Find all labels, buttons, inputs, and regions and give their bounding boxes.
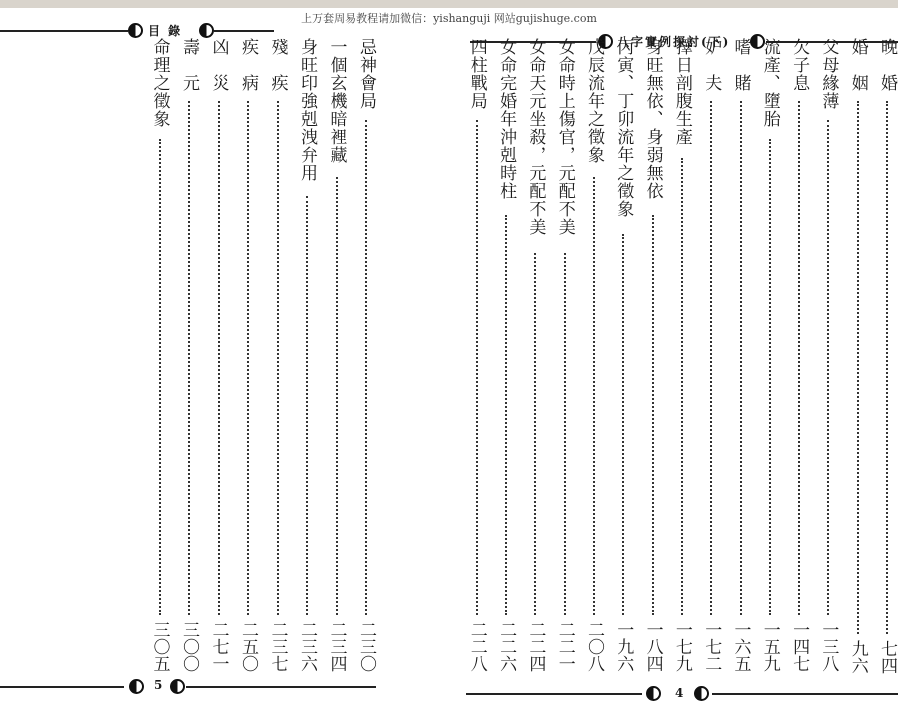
toc-entry-title: 四柱戰局 — [466, 38, 487, 110]
toc-entry-page: 二五〇 — [238, 621, 258, 672]
toc-entry-title: 流產、墮胎 — [759, 38, 780, 128]
toc-entry-title: 殘 疾 — [267, 38, 288, 92]
left-footer-rule-left — [0, 686, 124, 688]
leader-dots — [159, 139, 161, 615]
leader-dots — [336, 177, 338, 615]
left-header-rule-left — [0, 30, 128, 32]
leader-dots — [218, 101, 220, 615]
leader-dots — [564, 253, 566, 615]
toc-entry-title: 一個玄機暗裡藏 — [326, 38, 347, 164]
toc-entry — [147, 38, 173, 678]
toc-entry-title: 命理之徵象 — [149, 38, 170, 128]
yin-yang-icon — [128, 23, 143, 38]
leader-dots — [798, 101, 800, 615]
toc-entry-title: 嗜 賭 — [730, 38, 751, 92]
toc-entry-page: 九六 — [847, 640, 868, 674]
toc-entry-page: 三〇五 — [149, 621, 170, 672]
toc-entry-page: 二三〇 — [356, 621, 376, 672]
toc-entry-page: 一三八 — [818, 621, 839, 672]
toc-entry — [552, 38, 578, 678]
toc-entry-page: 七四 — [877, 640, 897, 674]
toc-entry — [845, 38, 871, 678]
toc-entry-page: 一四七 — [789, 621, 810, 672]
toc-entry — [640, 38, 666, 678]
leader-dots — [247, 101, 249, 615]
toc-entry-title: 凶 災 — [208, 38, 229, 92]
leader-dots — [365, 120, 367, 615]
leader-dots — [652, 215, 654, 615]
toc-entry-page: 二三六 — [297, 621, 317, 672]
leader-dots — [710, 101, 712, 615]
toc-entry-title: 丙寅、丁卯流年之徵象 — [613, 38, 634, 218]
toc-entry-title: 忌神會局 — [356, 38, 376, 110]
toc-entry — [324, 38, 350, 678]
left-header-rule-right — [214, 30, 274, 32]
toc-entry — [294, 38, 320, 678]
toc-entry — [610, 38, 636, 678]
toc-entry-title: 妒 夫 — [701, 38, 722, 92]
toc-entry — [176, 38, 202, 678]
toc-entry-title: 戊辰流年之徵象 — [584, 38, 604, 164]
toc-entry — [464, 38, 490, 678]
toc-entry-title: 身旺無依、身弱無依 — [642, 38, 663, 200]
toc-entry — [757, 38, 783, 678]
toc-entry-page: 二七一 — [208, 621, 229, 672]
toc-entry — [265, 38, 291, 678]
toc-entry-page: 二〇八 — [584, 621, 604, 672]
toc-entry — [728, 38, 754, 678]
toc-entry — [235, 38, 261, 678]
toc-entry-title: 父母緣薄 — [818, 38, 839, 110]
leader-dots — [505, 215, 507, 615]
leader-dots — [857, 101, 859, 634]
toc-entry-page: 一五九 — [759, 621, 780, 672]
yin-yang-icon — [170, 679, 185, 694]
toc-entry — [669, 38, 695, 678]
toc-entry-page: 二二四 — [525, 621, 546, 672]
toc-entry — [815, 38, 841, 678]
toc-entry-title: 女命完婚年沖剋時柱 — [496, 38, 517, 200]
leader-dots — [476, 120, 478, 615]
toc-entry — [874, 38, 898, 678]
toc-entry — [786, 38, 812, 678]
toc-entry-title: 女命天元坐殺，元配不美 — [525, 38, 546, 236]
toc-entry-title: 身旺印強剋洩弁用 — [297, 38, 317, 182]
toc-entry-page: 二三四 — [326, 621, 347, 672]
toc-entry-title: 晚 婚 — [877, 38, 897, 92]
toc-entry-title: 疾 病 — [238, 38, 258, 92]
toc-entry-page: 一七九 — [671, 621, 692, 672]
toc-entry-title: 欠子息 — [789, 38, 810, 92]
toc-entry-title: 婚 姻 — [847, 38, 868, 92]
right-footer-rule-left — [466, 693, 642, 695]
toc-entry-title: 擇日剖腹生產 — [671, 38, 692, 146]
toc-entry-page: 一九六 — [613, 621, 634, 672]
leader-dots — [622, 234, 624, 615]
leader-dots — [188, 101, 190, 615]
yin-yang-icon — [199, 23, 214, 38]
toc-entry — [522, 38, 548, 678]
leader-dots — [740, 101, 742, 615]
toc-entry-page: 一八四 — [642, 621, 663, 672]
yin-yang-icon — [129, 679, 144, 694]
toc-entry-page: 二三七 — [267, 621, 288, 672]
leader-dots — [886, 101, 888, 634]
left-page-header: 目 錄 — [148, 24, 183, 38]
leader-dots — [681, 158, 683, 615]
toc-entry — [493, 38, 519, 678]
leader-dots — [827, 120, 829, 615]
top-scan-band — [0, 0, 898, 8]
toc-entry — [353, 38, 379, 678]
leader-dots — [593, 177, 595, 615]
leader-dots — [534, 253, 536, 615]
leader-dots — [769, 139, 771, 615]
left-page-number: 5 — [154, 678, 163, 692]
toc-entry-title: 壽 元 — [179, 38, 199, 92]
toc-entry — [581, 38, 607, 678]
toc-entry-page: 一七二 — [701, 621, 722, 672]
toc-entry-page: 一六五 — [730, 621, 751, 672]
toc-entry — [206, 38, 232, 678]
toc-entry-page: 二二八 — [466, 621, 487, 672]
toc-entry-page: 三〇〇 — [179, 621, 199, 672]
right-page-header: 八字實例探討(下) — [617, 35, 731, 49]
toc-entry-page: 二二六 — [496, 621, 517, 672]
watermark-text: 上万套周易教程请加微信：yishanguji 网站gujishuge.com — [301, 12, 597, 25]
toc-entry — [698, 38, 724, 678]
right-footer-rule-right — [712, 693, 898, 695]
left-footer-rule-right — [186, 686, 376, 688]
leader-dots — [277, 101, 279, 615]
toc-entry-title: 女命時上傷官，元配不美 — [554, 38, 575, 236]
right-page-number: 4 — [675, 686, 684, 700]
toc-entry-page: 二二一 — [554, 621, 575, 672]
leader-dots — [306, 196, 308, 615]
